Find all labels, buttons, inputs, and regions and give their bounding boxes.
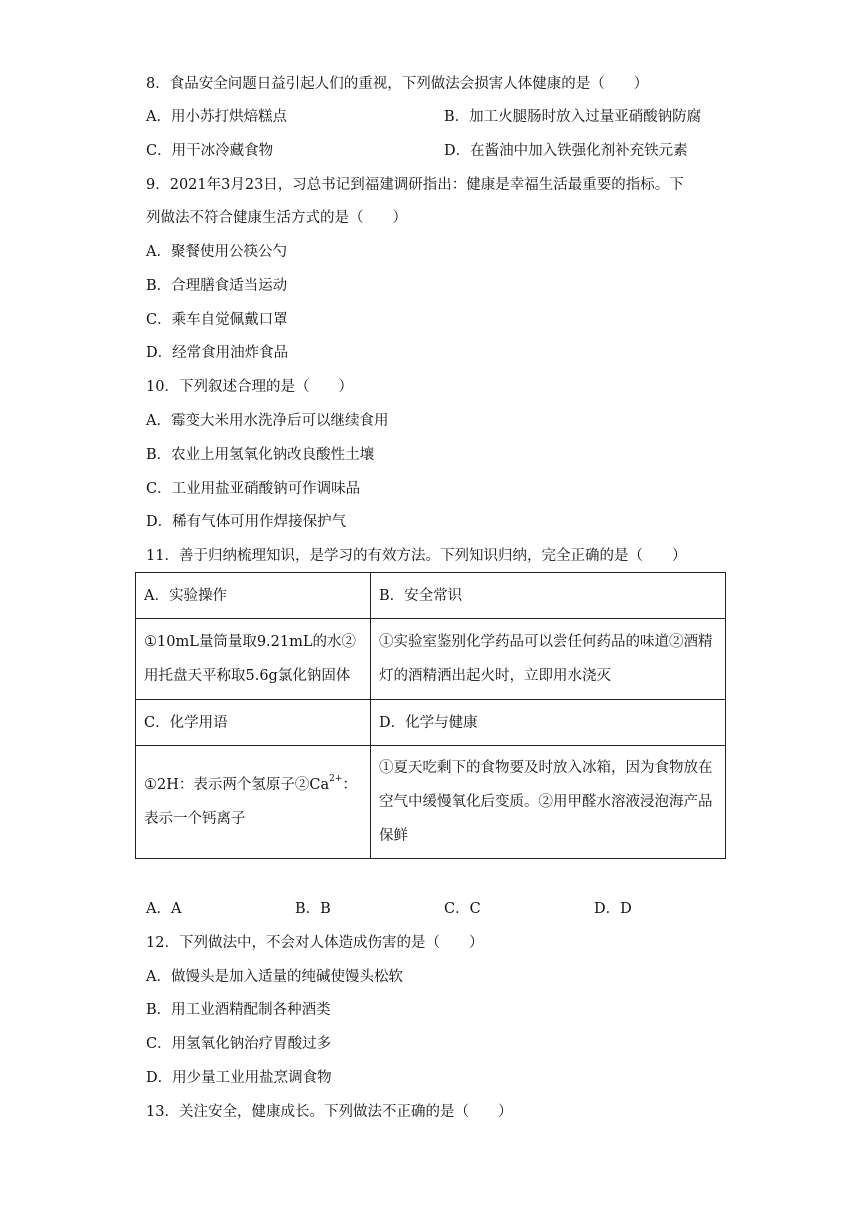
q12-stem: 12．下列做法中，不会对人体造成伤害的是（ ） bbox=[146, 935, 484, 951]
q9-stem-line1: 9．2021年3月23日，习总书记到福建调研指出：健康是幸福生活最重要的指标。下 bbox=[146, 177, 684, 193]
q9-option-d: D．经常食用油炸食品 bbox=[146, 345, 289, 361]
q11-option-b: B．B bbox=[295, 901, 331, 917]
q12-option-a: A．做馒头是加入适量的纯碱使馒头松软 bbox=[146, 969, 403, 985]
q13-stem: 13．关注安全，健康成长。下列做法不正确的是（ ） bbox=[146, 1104, 513, 1120]
table-cell-b-body: ①实验室鉴别化学药品可以尝任何药品的味道②酒精灯的酒精洒出起火时，立即用水浇灭 bbox=[371, 619, 726, 700]
q12-option-b: B．用工业酒精配制各种酒类 bbox=[146, 1002, 331, 1018]
q10-option-c: C．工业用盐亚硝酸钠可作调味品 bbox=[146, 481, 361, 497]
q8-option-b: B．加工火腿肠时放入过量亚硝酸钠防腐 bbox=[444, 109, 702, 125]
q11-stem: 11．善于归纳梳理知识，是学习的有效方法。下列知识归纳，完全正确的是（ ） bbox=[146, 548, 687, 564]
q10-option-b: B．农业上用氢氧化钠改良酸性土壤 bbox=[146, 447, 375, 463]
knowledge-table bbox=[135, 572, 726, 859]
table-cell-c-head: C．化学用语 bbox=[136, 700, 371, 746]
table-cell-d-body: ①夏天吃剩下的食物要及时放入冰箱，因为食物放在空气中缓慢氧化后变质。②用甲醛水溶液浸泡海产品保鲜 bbox=[371, 746, 726, 859]
q10-option-a: A．霉变大米用水洗净后可以继续食用 bbox=[146, 413, 389, 429]
q10-option-d: D．稀有气体可用作焊接保护气 bbox=[146, 514, 347, 530]
q9-option-c: C．乘车自觉佩戴口罩 bbox=[146, 312, 288, 328]
q11-option-a: A．A bbox=[146, 901, 182, 917]
q8-option-c: C．用干冰冷藏食物 bbox=[146, 143, 274, 159]
q9-stem-line2: 列做法不符合健康生活方式的是（ ） bbox=[146, 210, 407, 226]
table-cell-c-body bbox=[136, 746, 371, 859]
c-body-post: ：表示一个钙离子 bbox=[144, 777, 357, 827]
table-cell-b-head: B．安全常识 bbox=[371, 573, 726, 619]
q11-option-d: D．D bbox=[594, 901, 632, 917]
table-cell-a-head: A．实验操作 bbox=[136, 573, 371, 619]
q12-option-d: D．用少量工业用盐烹调食物 bbox=[146, 1070, 332, 1086]
q11-option-c: C．C bbox=[444, 901, 481, 917]
c-body-pre: ①2H：表示两个氢原子②Ca bbox=[144, 777, 330, 793]
q12-option-c: C．用氢氧化钠治疗胃酸过多 bbox=[146, 1036, 332, 1052]
table-cell-d-head: D．化学与健康 bbox=[371, 700, 726, 746]
q8-option-d: D．在酱油中加入铁强化剂补充铁元素 bbox=[444, 143, 688, 159]
calcium-charge: 2+ bbox=[329, 774, 343, 784]
q10-stem: 10．下列叙述合理的是（ ） bbox=[146, 379, 353, 395]
q8-stem: 8．食品安全问题日益引起人们的重视，下列做法会损害人体健康的是（ ） bbox=[146, 76, 649, 92]
q9-option-b: B．合理膳食适当运动 bbox=[146, 278, 288, 294]
q9-option-a: A．聚餐使用公筷公勺 bbox=[146, 244, 287, 260]
q8-option-a: A．用小苏打烘焙糕点 bbox=[146, 109, 287, 125]
table-cell-a-body: ①10mL量筒量取9.21mL的水②用托盘天平称取5.6g氯化钠固体 bbox=[136, 619, 371, 700]
